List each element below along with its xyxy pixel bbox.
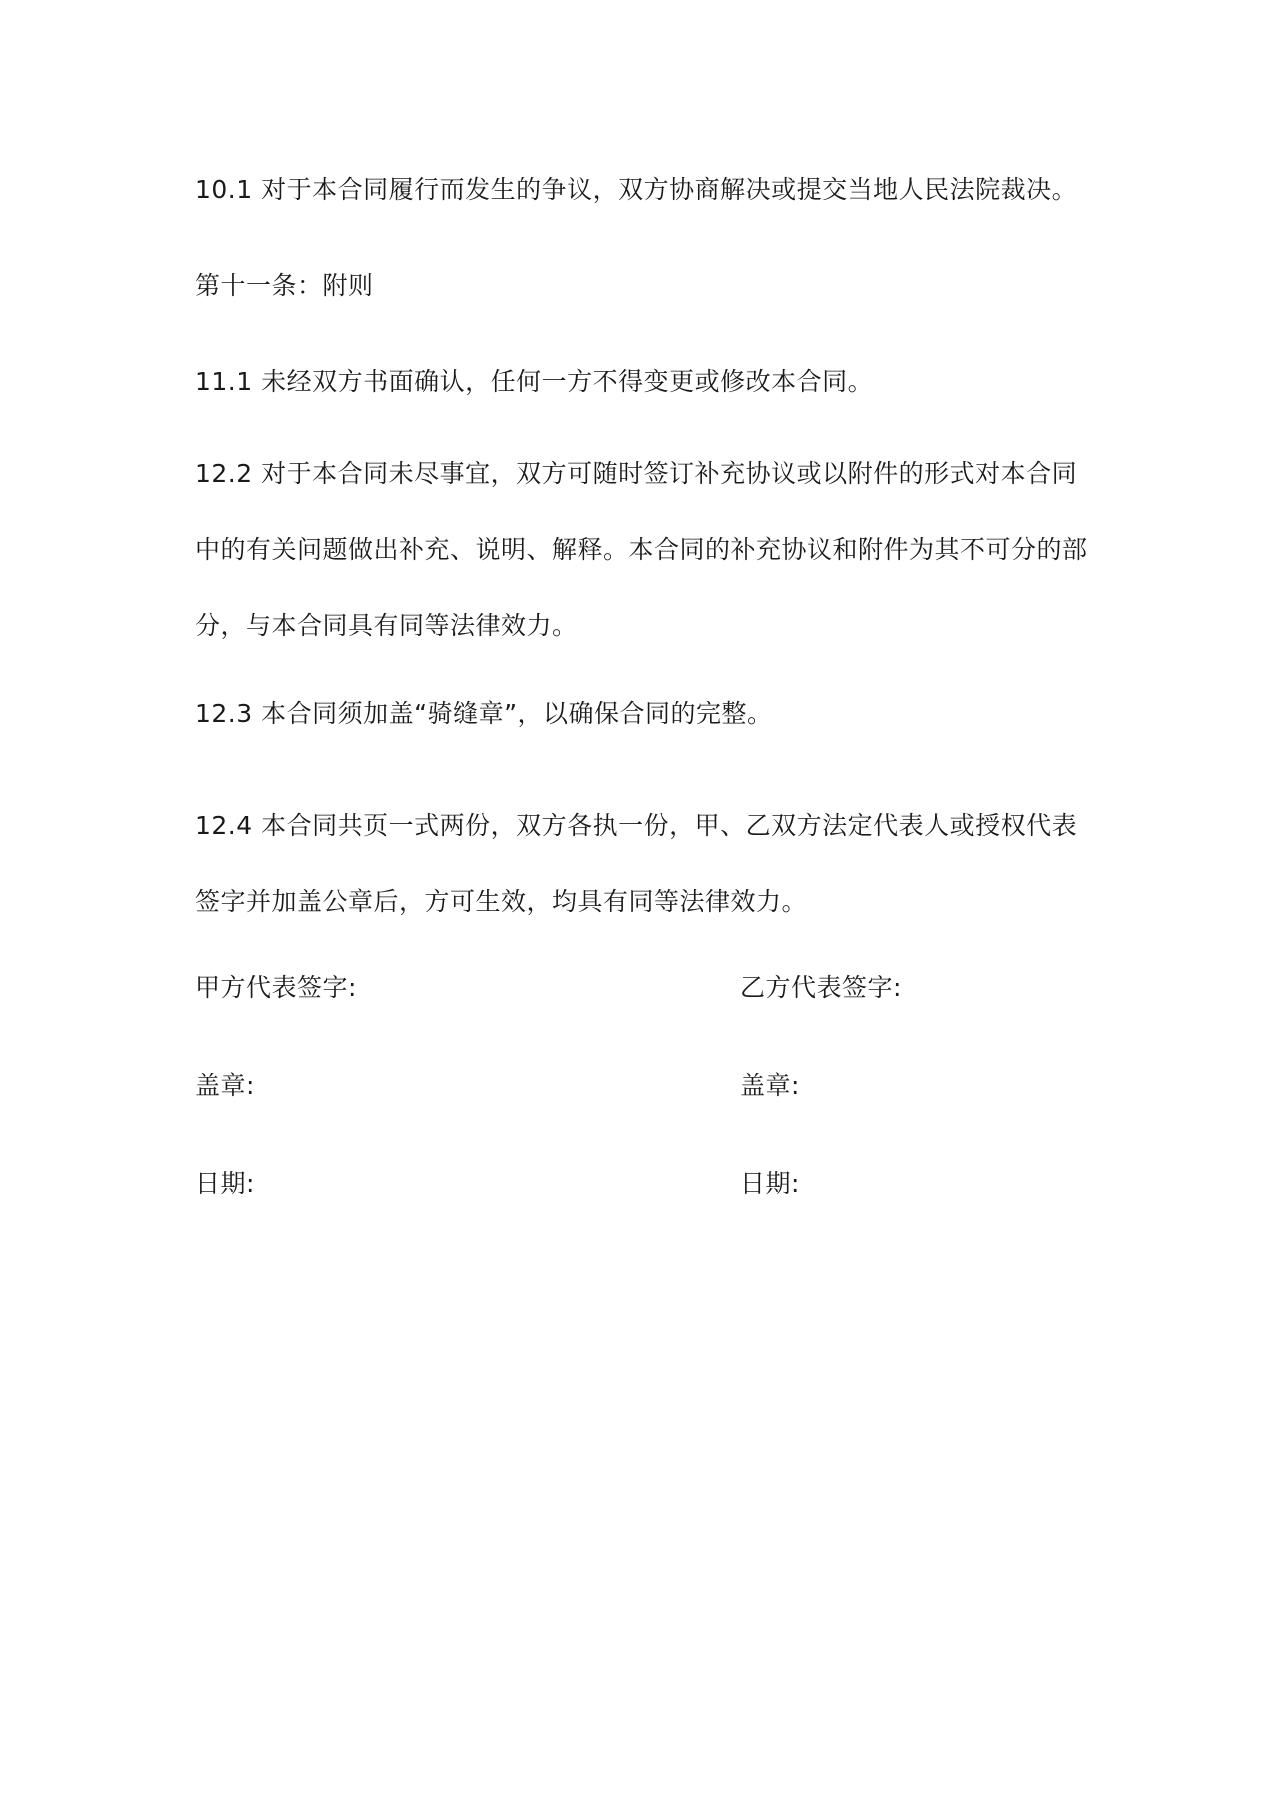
party-b-seal-label: 盖章: <box>740 1071 800 1100</box>
clause-12-4: 12.4 本合同共页一式两份，双方各执一份，甲、乙双方法定代表人或授权代表签字并加盖公章后，方可生效，均具有同等法律效力。 <box>195 811 1078 916</box>
party-a-seal-label: 盖章: <box>195 1071 255 1100</box>
article-11-title: 第十一条：附则 <box>195 271 374 300</box>
clause-10-1: 10.1 对于本合同履行而发生的争议，双方协商解决或提交当地人民法院裁决。 <box>195 175 1078 204</box>
party-b-date-label: 日期: <box>740 1169 800 1198</box>
clause-11-1: 11.1 未经双方书面确认，任何一方不得变更或修改本合同。 <box>195 367 874 396</box>
party-a-date-label: 日期: <box>195 1169 255 1198</box>
clause-12-2: 12.2 对于本合同未尽事宜，双方可随时签订补充协议或以附件的形式对本合同中的有关问题做出补充、说明、解释。本合同的补充协议和附件为其不可分的部分，与本合同具有同等法律效力。 <box>195 459 1088 640</box>
party-b-rep-signature-label: 乙方代表签字: <box>740 973 902 1002</box>
clause-12-3: 12.3 本合同须加盖“骑缝章”，以确保合同的完整。 <box>195 699 773 728</box>
party-a-rep-signature-label: 甲方代表签字: <box>195 973 357 1002</box>
